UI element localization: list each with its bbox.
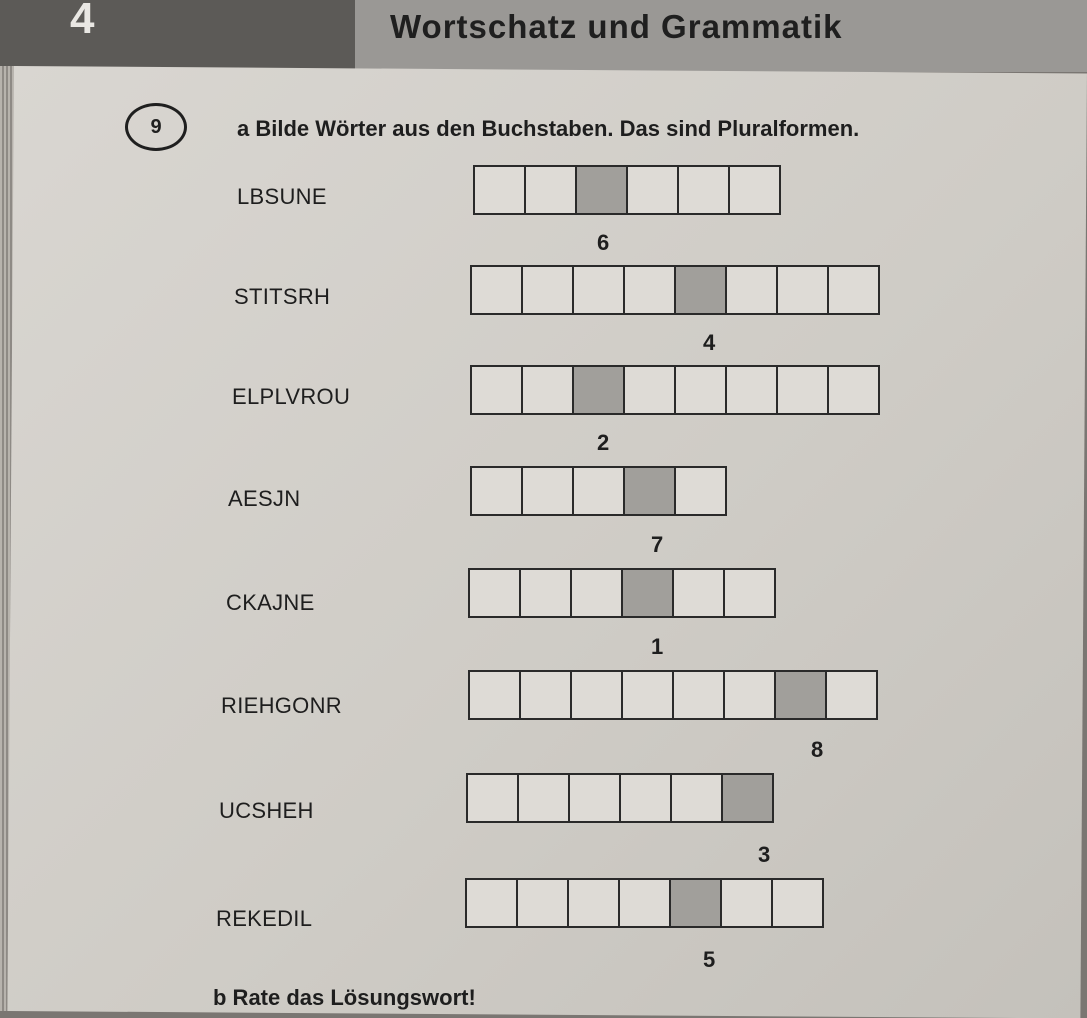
letter-box[interactable] (829, 265, 880, 315)
letter-box[interactable] (519, 773, 570, 823)
scrambled-word: AESJN (228, 486, 301, 511)
letter-box[interactable] (625, 365, 676, 415)
page-title: Wortschatz und Grammatik (390, 8, 843, 45)
solution-letter-box[interactable] (577, 165, 628, 215)
letter-box[interactable] (725, 670, 776, 720)
letter-box[interactable] (521, 670, 572, 720)
answer-grid (470, 365, 880, 415)
solution-position-number: 2 (597, 430, 610, 455)
exercise-number: 9 (150, 115, 162, 138)
solution-position-number: 3 (758, 842, 771, 867)
answer-grid (473, 165, 781, 215)
scrambled-word: UCSHEH (219, 798, 314, 823)
letter-box[interactable] (523, 466, 574, 516)
letter-box[interactable] (472, 365, 523, 415)
letter-box[interactable] (572, 670, 623, 720)
scrambled-word: LBSUNE (237, 184, 327, 209)
answer-grid (465, 878, 824, 928)
letter-box[interactable] (621, 773, 672, 823)
letter-box[interactable] (523, 365, 574, 415)
letter-box[interactable] (722, 878, 773, 928)
letter-box[interactable] (569, 878, 620, 928)
letter-box[interactable] (468, 773, 519, 823)
letter-box[interactable] (472, 265, 523, 315)
letter-box[interactable] (623, 670, 674, 720)
letter-box[interactable] (475, 165, 526, 215)
solution-letter-box[interactable] (723, 773, 774, 823)
solution-position-number: 7 (651, 532, 664, 557)
letter-box[interactable] (574, 466, 625, 516)
letter-box[interactable] (727, 365, 778, 415)
letter-box[interactable] (570, 773, 621, 823)
letter-box[interactable] (472, 466, 523, 516)
answer-grid (468, 670, 878, 720)
letter-box[interactable] (778, 265, 829, 315)
scrambled-word: ELPLVROU (232, 384, 351, 409)
chapter-number: 4 (70, 0, 95, 43)
chapter-tab (0, 0, 355, 72)
letter-box[interactable] (470, 568, 521, 618)
scrambled-word: CKAJNE (226, 590, 315, 615)
solution-letter-box[interactable] (574, 365, 625, 415)
letter-box[interactable] (827, 670, 878, 720)
exercise-number-badge (125, 103, 187, 151)
answer-grid (470, 265, 880, 315)
answer-grid (466, 773, 774, 823)
scrambled-word: STITSRH (234, 284, 331, 309)
letter-box[interactable] (467, 878, 518, 928)
solution-letter-box[interactable] (623, 568, 674, 618)
letter-box[interactable] (523, 265, 574, 315)
letter-box[interactable] (470, 670, 521, 720)
instruction-a: a Bilde Wörter aus den Buchstaben. Das sind Pluralformen. (237, 116, 860, 141)
scrambled-word: RIEHGONR (221, 693, 342, 718)
scrambled-word: REKEDIL (216, 906, 313, 931)
letter-box[interactable] (625, 265, 676, 315)
solution-letter-box[interactable] (671, 878, 722, 928)
solution-letter-box[interactable] (776, 670, 827, 720)
answer-grid (468, 568, 776, 618)
letter-box[interactable] (778, 365, 829, 415)
letter-box[interactable] (674, 568, 725, 618)
solution-letter-box[interactable] (625, 466, 676, 516)
solution-position-number: 1 (651, 634, 664, 659)
solution-letter-box[interactable] (676, 265, 727, 315)
solution-position-number: 6 (597, 230, 610, 255)
solution-position-number: 5 (703, 947, 716, 972)
letter-box[interactable] (727, 265, 778, 315)
letter-box[interactable] (518, 878, 569, 928)
instruction-b: b Rate das Lösungswort! (213, 985, 476, 1010)
letter-box[interactable] (725, 568, 776, 618)
letter-box[interactable] (572, 568, 623, 618)
letter-box[interactable] (521, 568, 572, 618)
letter-box[interactable] (628, 165, 679, 215)
letter-box[interactable] (526, 165, 577, 215)
letter-box[interactable] (574, 265, 625, 315)
letter-box[interactable] (679, 165, 730, 215)
solution-position-number: 4 (703, 330, 716, 355)
letter-box[interactable] (674, 670, 725, 720)
letter-box[interactable] (620, 878, 671, 928)
letter-box[interactable] (676, 466, 727, 516)
solution-position-number: 8 (811, 737, 824, 762)
letter-box[interactable] (773, 878, 824, 928)
letter-box[interactable] (730, 165, 781, 215)
answer-grid (470, 466, 727, 516)
letter-box[interactable] (672, 773, 723, 823)
letter-box[interactable] (829, 365, 880, 415)
letter-box[interactable] (676, 365, 727, 415)
